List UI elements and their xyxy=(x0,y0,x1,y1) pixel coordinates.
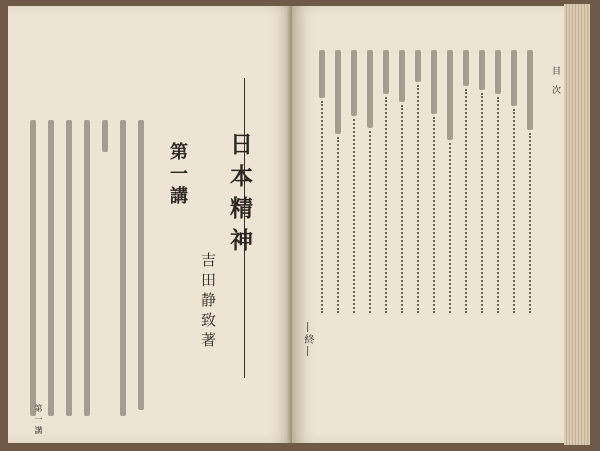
body-line xyxy=(48,120,54,416)
toc-entry xyxy=(380,50,392,316)
heading-title: 日本精神 xyxy=(226,132,253,260)
right-page xyxy=(292,6,564,443)
lecture-number: 第一講 xyxy=(167,142,188,208)
body-line xyxy=(84,120,90,416)
toc-end-mark: ―終― xyxy=(302,322,313,358)
toc-entry xyxy=(396,50,408,316)
toc-entry xyxy=(524,50,536,316)
body-line xyxy=(66,120,72,416)
toc-entry xyxy=(332,50,344,316)
book-page-edge xyxy=(564,4,590,445)
left-page xyxy=(8,6,292,443)
toc-entry xyxy=(316,50,328,316)
body-line xyxy=(102,120,108,152)
toc-entry xyxy=(476,50,488,316)
toc-entry xyxy=(412,50,424,316)
toc-entry xyxy=(428,50,440,316)
body-line xyxy=(138,120,144,410)
page-footer-label: 第一講 xyxy=(34,404,43,437)
toc-entry xyxy=(492,50,504,316)
toc-entry xyxy=(348,50,360,316)
toc-entry xyxy=(444,50,456,316)
body-line xyxy=(120,120,126,416)
body-line xyxy=(30,120,36,416)
author-name: 吉田静致著 xyxy=(199,252,217,352)
toc-header-label: 目次 xyxy=(550,66,560,104)
toc-entry xyxy=(508,50,520,316)
toc-entry xyxy=(460,50,472,316)
toc-entry xyxy=(364,50,376,316)
